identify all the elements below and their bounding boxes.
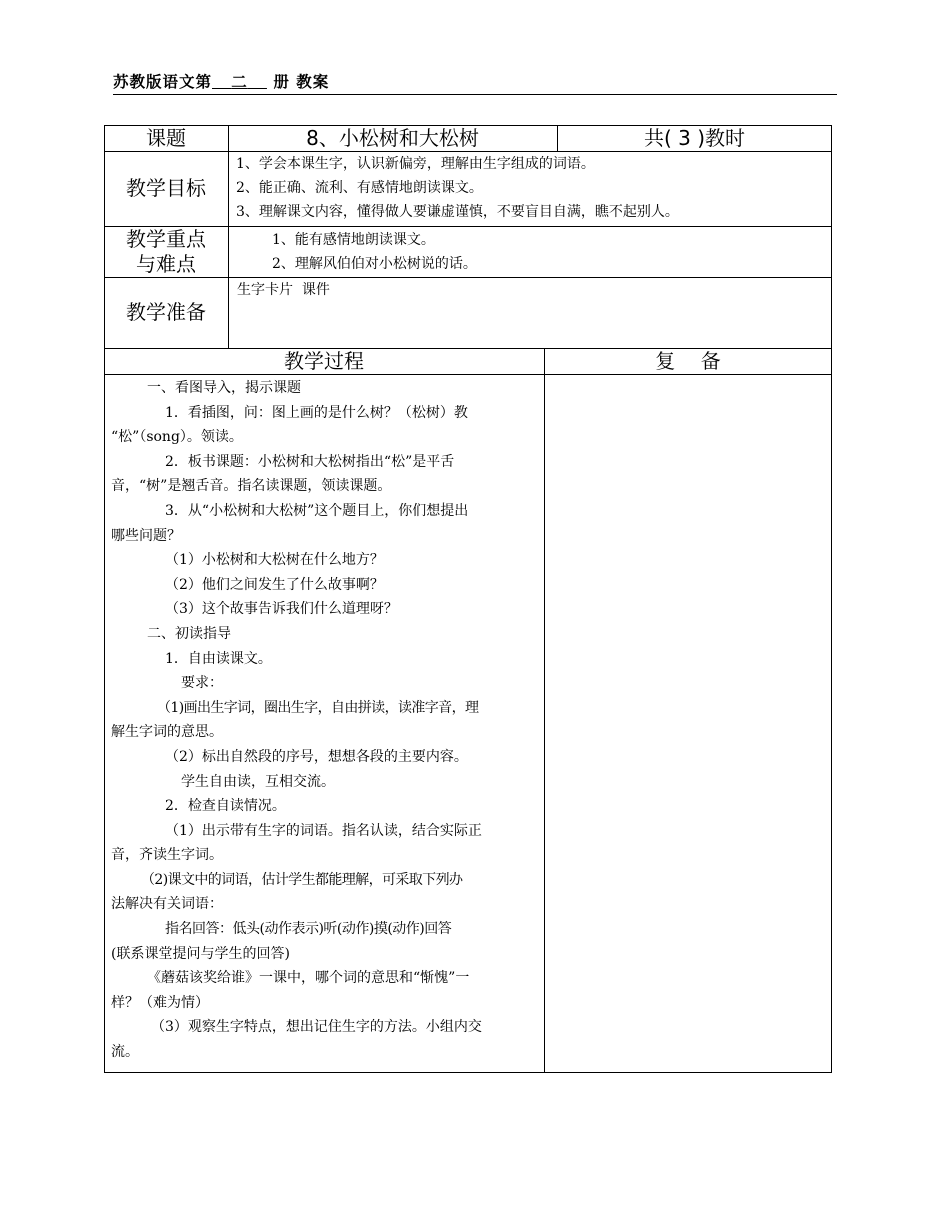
process-line: 2．检查自读情况。 [165, 798, 286, 815]
process-line: 指名回答：低头(动作表示)听(动作)摸(动作)回答 [165, 921, 452, 938]
process-line: “松”（song）。领读。 [111, 429, 243, 446]
header-volume: 二 [231, 72, 248, 91]
keypoint-item: 1、能有感情地朗读课文。 [272, 232, 435, 248]
header-prefix: 苏教版语文第 [113, 72, 213, 91]
col-divider [544, 348, 545, 1073]
keypoints-list [272, 228, 822, 276]
process-line: 流。 [111, 1044, 139, 1061]
process-line: 《蘑菇该奖给谁》一课中，哪个词的意思和“惭愧”一 [147, 970, 470, 987]
process-line: 哪些问题？ [111, 527, 181, 544]
process-line: 学生自由读，互相交流。 [181, 773, 335, 790]
review-header: 复 备 [655, 348, 721, 373]
prep-label: 教学准备 [126, 300, 206, 324]
process-line: 2．板书课题：小松树和大松树指出“松”是平舌 [165, 453, 455, 470]
keypoints-label-line1: 教学重点 [126, 227, 206, 251]
process-line: (联系课堂提问与学生的回答) [111, 945, 290, 962]
page-header [113, 70, 837, 95]
process-line: （1）小松树和大松树在什么地方？ [165, 552, 384, 569]
process-line: 1．看插图，问：图上画的是什么树？（松树）教 [165, 404, 468, 421]
objective-item: 2、能正确、流利、有感情地朗读课文。 [236, 180, 483, 196]
col-divider [228, 125, 229, 348]
process-line: 1．自由读课文。 [165, 650, 272, 667]
process-line: 音，“树”是翘舌音。指名读课题，领读课题。 [111, 478, 392, 495]
period-count: 共( 3 )教时 [643, 125, 746, 150]
process-line: 要求： [181, 675, 223, 692]
objective-item: 1、学会本课生字，认识新偏旁，理解由生字组成的词语。 [236, 156, 595, 172]
keypoint-item: 2、理解风伯伯对小松树说的话。 [272, 256, 477, 272]
process-line: （1)画出生字词，圈出生字，自由拼读，读准字音，理 [157, 699, 479, 716]
objective-item: 3、理解课文内容，懂得做人要谦虚谨慎，不要盲目自满，瞧不起别人。 [236, 204, 679, 220]
keypoints-label [104, 227, 228, 277]
row-divider [104, 374, 832, 375]
process-line: 二、初读指导 [147, 625, 231, 642]
process-header: 教学过程 [284, 348, 364, 373]
process-line: （3）观察生字特点，想出记住生字的方法。小组内交 [151, 1019, 482, 1036]
keypoints-label-line2: 与难点 [136, 252, 196, 276]
prep-value: 生字卡片 课件 [237, 282, 330, 298]
objectives-list [236, 152, 828, 224]
process-line: （2)课文中的词语，估计学生都能理解，可采取下列办 [141, 871, 463, 888]
header-volume-blank [212, 72, 267, 91]
process-line: （2）标出自然段的序号，想想各段的主要内容。 [165, 748, 468, 765]
process-line: 一、看图导入，揭示课题 [147, 380, 301, 396]
topic-value: 8、小松树和大松树 [306, 125, 479, 150]
process-line: 解生字词的意思。 [111, 724, 223, 741]
process-line: 3．从“小松树和大松树”这个题目上，你们想提出 [165, 502, 469, 519]
header-suffix: 册 教案 [266, 72, 330, 91]
process-line: （2）他们之间发生了什么故事啊？ [165, 576, 384, 593]
topic-label: 课题 [146, 125, 186, 150]
process-line: 样？（难为情） [111, 994, 209, 1011]
process-line: 法解决有关词语： [111, 896, 223, 913]
process-content [111, 376, 539, 1065]
objectives-label: 教学目标 [126, 176, 206, 200]
process-line: （3）这个故事告诉我们什么道理呀？ [165, 601, 398, 618]
process-line: 音，齐读生字词。 [111, 847, 223, 864]
process-line: （1）出示带有生字的词语。指名认读，结合实际正 [165, 822, 482, 839]
